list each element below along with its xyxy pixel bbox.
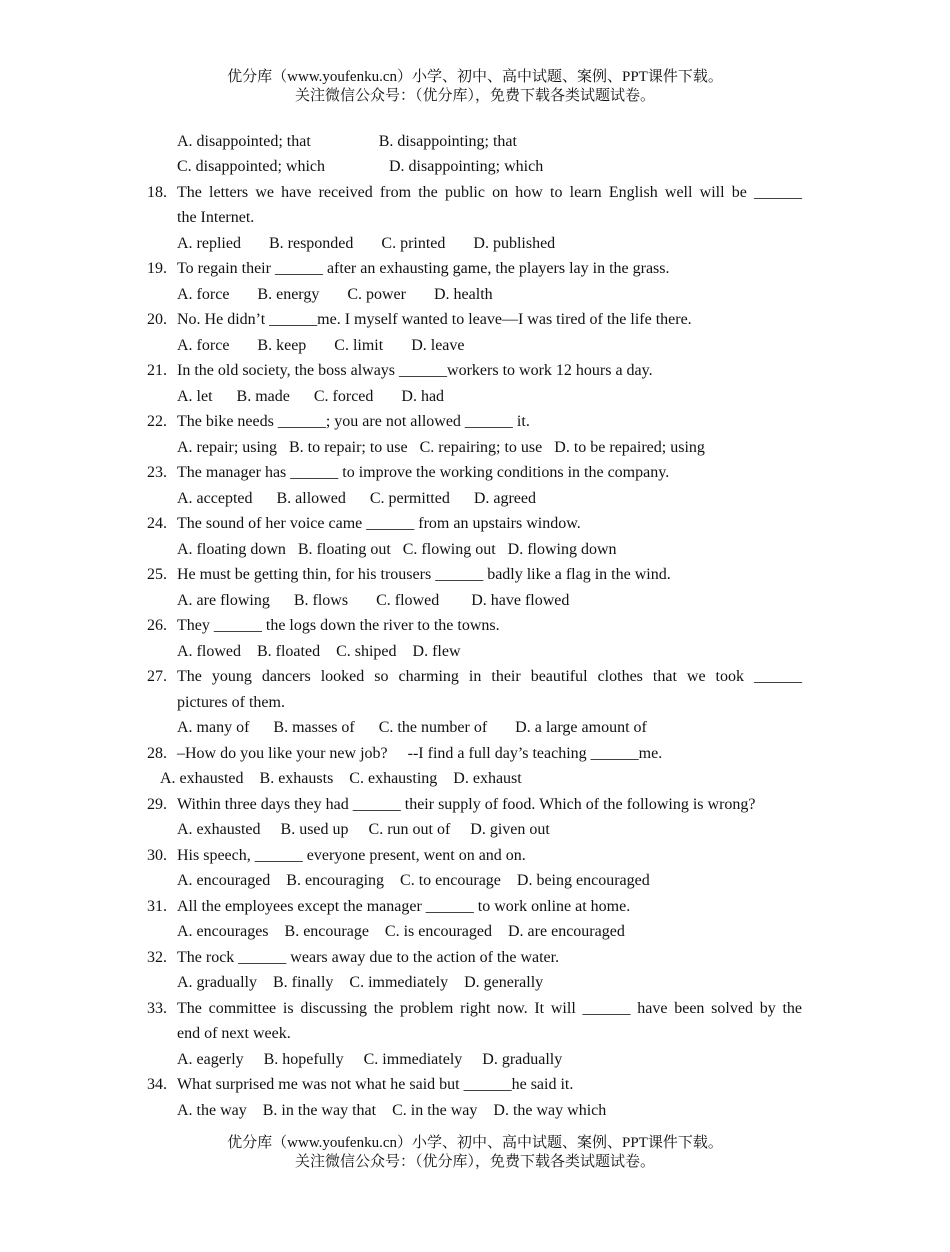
question-number: 23. [147,464,167,481]
question-options: A. encouraged B. encouraging C. to encourage D. being encouraged [177,872,650,889]
question-text: The rock ______ wears away due to the action of the water. [177,949,560,966]
header-line-1: 优分库（www.youfenku.cn）小学、初中、高中试题、案例、PPT课件下载。 [227,69,723,85]
question-number: 19. [147,260,167,277]
question-text: –How do you like your new job? --I find a full day’s teaching ______me. [177,745,663,762]
question-text: Within three days they had ______ their supply of food. Which of the following is wrong? [177,796,756,813]
question-number: 27. [147,668,167,685]
question-options: A. exhausted B. exhausts C. exhausting D. exhaust [160,770,522,787]
question-text-continued: pictures of them. [177,694,285,711]
question-number: 33. [147,1000,167,1017]
footer-line-2: 关注微信公众号：（优分库），免费下载各类试题试卷。 [294,1154,655,1170]
footer-line-1: 优分库（www.youfenku.cn）小学、初中、高中试题、案例、PPT课件下载。 [227,1135,723,1151]
question-text: The manager has ______ to improve the working conditions in the company. [177,464,670,481]
question-options: A. are flowing B. flows C. flowed D. have flowed [177,592,570,609]
question-text: What surprised me was not what he said but ______he said it. [177,1076,574,1093]
question-number: 21. [147,362,167,379]
question-number: 28. [147,745,167,762]
question-options: A. force B. energy C. power D. health [177,286,493,303]
header-line-2: 关注微信公众号：（优分库），免费下载各类试题试卷。 [294,88,655,104]
question-text: The sound of her voice came ______ from an upstairs window. [177,515,581,532]
question-options: A. gradually B. finally C. immediately D. generally [177,974,544,991]
question-options: A. encourages B. encourage C. is encouraged D. are encouraged [177,923,625,940]
question-number: 31. [147,898,167,915]
question-options: A. replied B. responded C. printed D. published [177,235,556,252]
question-number: 22. [147,413,167,430]
question-options: A. the way B. in the way that C. in the way D. the way which [177,1102,607,1119]
page-footer [0,1134,950,1172]
question-text: He must be getting thin, for his trousers ______ badly like a flag in the wind. [177,566,671,583]
question-text-continued: the Internet. [177,209,255,226]
question-options: A. force B. keep C. limit D. leave [177,337,465,354]
question-number: 30. [147,847,167,864]
question-options: A. eagerly B. hopefully C. immediately D. gradually [177,1051,563,1068]
question-options: A. floating down B. floating out C. flowing out D. flowing down [177,541,617,558]
question-options: A. exhausted B. used up C. run out of D. given out [177,821,550,838]
question-text: The letters we have received from the public on how to learn English well will be ______ [177,184,802,201]
question-text: In the old society, the boss always ______workers to work 12 hours a day. [177,362,653,379]
question-number: 34. [147,1076,167,1093]
question-number: 32. [147,949,167,966]
question-options: A. many of B. masses of C. the number of D. a large amount of [177,719,647,736]
question-number: 20. [147,311,167,328]
question-options: A. accepted B. allowed C. permitted D. agreed [177,490,536,507]
question-number: 25. [147,566,167,583]
question-text: No. He didn’t ______me. I myself wanted to leave—I was tired of the life there. [177,311,692,328]
question-number: 24. [147,515,167,532]
question-text: They ______ the logs down the river to the towns. [177,617,500,634]
question-options: A. flowed B. floated C. shiped D. flew [177,643,461,660]
question-text-continued: end of next week. [177,1025,291,1042]
question-text: The bike needs ______; you are not allowed ______ it. [177,413,530,430]
question-number: 29. [147,796,167,813]
question-options: A. repair; using B. to repair; to use C. repairing; to use D. to be repaired; using [177,439,705,456]
question-text: The young dancers looked so charming in their beautiful clothes that we took ______ [177,668,802,685]
question-number: 18. [147,184,167,201]
page-header [0,68,950,106]
question-text: The committee is discussing the problem right now. It will ______ have been solved by the [177,1000,802,1017]
question-options: A. let B. made C. forced D. had [177,388,445,405]
carry-options-row-1: A. disappointed; that B. disappointing; that [177,133,517,150]
question-text: His speech, ______ everyone present, went on and on. [177,847,526,864]
question-number: 26. [147,617,167,634]
question-text: To regain their ______ after an exhausting game, the players lay in the grass. [177,260,670,277]
carry-options-row-2: C. disappointed; which D. disappointing; which [177,158,544,175]
question-text: All the employees except the manager ______ to work online at home. [177,898,631,915]
